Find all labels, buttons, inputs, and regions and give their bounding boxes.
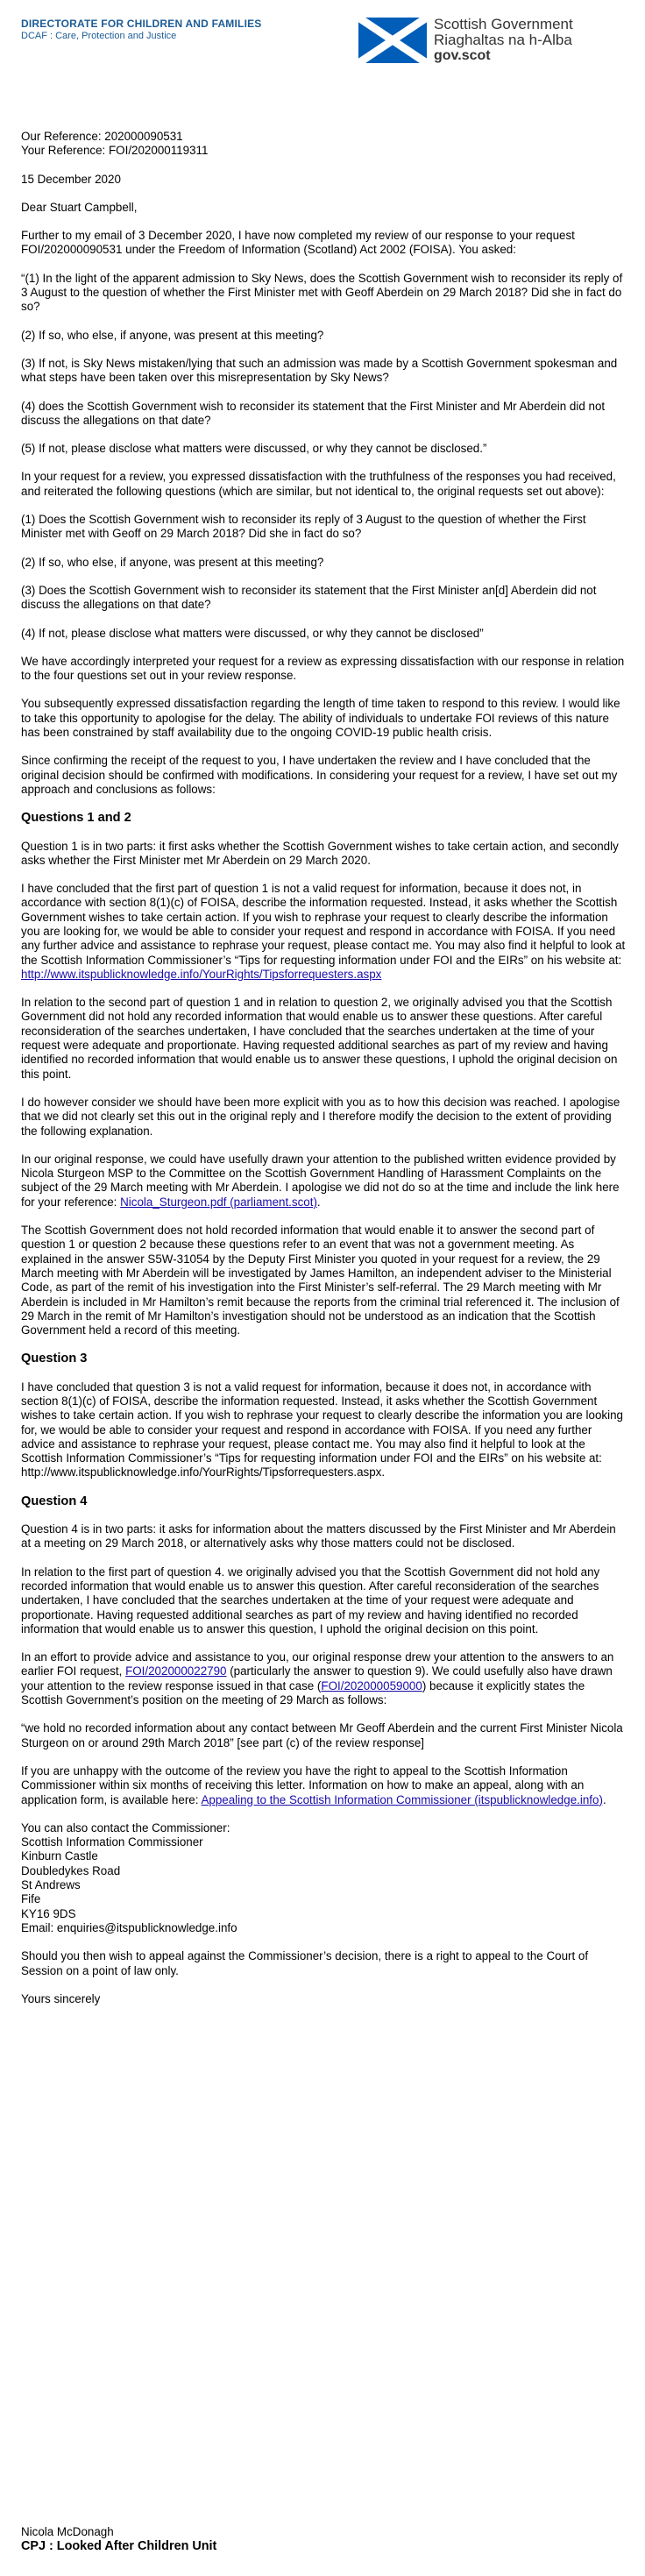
q3-paragraph-1: I have concluded that question 3 is not a valid request for information, because it does not, in accordance with section 8(1)(c) of FOISA, describe the information requested. Instead, it asks whether the Scottish Government wishes to take certain action. If you wish to rephrase your request to clearly describe the information you are looking for, we would be able to consider your request and respond in accordance with FOISA. If you need any further advice and assistance to rephrase your request, please contact me. You may also find it helpful to look at the Scottish Information Commissioner’s “Tips for requesting information under FOI and the EIRs” on his website at: http://www.itspublicknowledge.info/YourRights/Tipsforrequesters.aspx.	[21, 1380, 623, 1480]
heading-question-4: Question 4	[21, 1494, 88, 1508]
review-question-2: (2) If so, who else, if anyone, was present at this meeting?	[21, 555, 324, 569]
address-line: Doubledykes Road	[21, 1863, 121, 1877]
q12-paragraph-1: Question 1 is in two parts: it first asks whether the Scottish Government wishes to take certain action, and secondly asks whether the First Minister met Mr Aberdein on 29 March 2020.	[21, 839, 619, 867]
court-paragraph: Should you then wish to appeal against the Commissioner’s decision, there is a right to appeal to the Court of Session on a point of law only.	[21, 1949, 589, 1977]
commissioner-address	[21, 1821, 626, 1935]
gov-name-gaelic: Riaghaltas na h-Alba	[434, 32, 572, 48]
address-line: St Andrews	[21, 1878, 81, 1892]
intro-paragraph: Further to my email of 3 December 2020, I have now completed my review of our response to your request FOI/202000090531 under the Freedom of Information (Scotland) Act 2002 (FOISA). You asked:	[21, 229, 575, 257]
signature-block	[21, 2524, 216, 2554]
asked-question-4: (4) does the Scottish Government wish to reconsider its statement that the First Minister and Mr Aberdein did not discuss the allegations on that date?	[21, 399, 606, 427]
heading-questions-1-2: Questions 1 and 2	[21, 811, 131, 826]
directorate-block	[21, 18, 262, 41]
foi-202000059000-link[interactable]: FOI/202000059000	[321, 1678, 422, 1692]
q12-paragraph-5-text: In our original response, we could have usefully drawn your attention to the published written evidence provided by Nicola Sturgeon MSP to the Committee on the Scottish Government Handling of Harassment Complaints on the subject of the 29 March meeting with Mr Aberdein. I apologise we did not do so at the time and include the link here for your reference:	[21, 1152, 620, 1209]
interpretation-paragraph: We have accordingly interpreted your request for a review as expressing dissatisfaction with our response in relation to the four questions set out in your review response.	[21, 654, 625, 683]
asked-question-2: (2) If so, who else, if anyone, was present at this meeting?	[21, 328, 324, 342]
q4-paragraph-1: Question 4 is in two parts: it asks for information about the matters discussed by the First Minister and Mr Aberdein at a meeting on 29 March 2018, or alternatively asks why those matters could not be disclosed.	[21, 1522, 616, 1551]
saltire-flag-icon	[358, 18, 427, 63]
letterhead	[21, 16, 626, 67]
q12-paragraph-5-end: .	[316, 1195, 321, 1209]
q12-paragraph-6: The Scottish Government does not hold recorded information that would enable it to answer the second part of question 1 or question 2 because these questions refer to an event that was not a government meeting. As explained in the answer S5W-31054 by the Deputy First Minister you quoted in your request for a review, the 29 March meeting with Mr Aberdein will be investigated by James Hamilton, an independent adviser to the Ministerial Code, as part of the remit of his investigation into the First Minister’s self-referral. The 29 March meeting with Mr Aberdein is included in Mr Hamilton’s remit because the reports from the criminal trial referenced it. The inclusion of 29 March in the remit of Mr Hamilton’s investigation should not be understood as an indication that the Scottish Government held a record of this meeting.	[21, 1224, 620, 1338]
heading-question-3: Question 3	[21, 1352, 88, 1366]
conclusion-intro: Since confirming the receipt of the request to you, I have undertaken the review and I have concluded that the original decision should be confirmed with modifications. In considering your request for a review, I have set out my approach and conclusions as follows:	[21, 754, 618, 796]
appeal-text: If you are unhappy with the outcome of the review you have the right to appeal to the Scottish Information Commissioner within six months of receiving this letter. Information on how to make an appeal, along with an application form, is available here:	[21, 1763, 585, 1806]
q12-paragraph-3: In relation to the second part of question 1 and in relation to question 2, we originally advised you that the Scottish Government did not hold any recorded information that would enable us to answer these questions. After careful reconsideration of the searches undertaken, I have concluded that the searches undertaken at the time of your request were adequate and proportionate. Having requested additional searches as part of my review and having identified no recorded information that would enable us to answer these questions, I uphold the original decision on this point.	[21, 996, 618, 1081]
q4-paragraph-2: In relation to the first part of question 4. we originally advised you that the Scottish Government did not hold any recorded information that would enable us to answer this question. After careful reconsideration of the searches undertaken, I have concluded that the searches undertaken at the time of your request were adequate and proportionate. Having requested additional searches as part of my review and having identified no recorded information that would enable us to answer this question, I uphold the original decision on this point.	[21, 1565, 600, 1636]
gov-name-english: Scottish Government	[434, 16, 573, 32]
address-line: Kinburn Castle	[21, 1849, 98, 1863]
q12-paragraph-5	[21, 1153, 626, 1210]
q12-paragraph-2-text: I have concluded that the first part of question 1 is not a valid request for information, because it does not, in accordance with section 8(1)(c) of FOISA, describe the information requested. Instead, it asks whether the Scottish Government wishes to take certain action. If you wish to rephrase your request to clearly describe the information you are looking for, we would be able to consider your request and respond in accordance with FOISA. If you need any further advice and assistance to rephrase your request, please contact me. You may also find it helpful to look at the Scottish Information Commissioner’s “Tips for requesting information under FOI and the EIRs” on his website at:	[21, 882, 626, 967]
q4-paragraph-3-b: (particularly the answer to question 9). We could usefully also have drawn your attention to the review response issued in that case (	[21, 1664, 613, 1692]
q4-quote: “we hold no recorded information about any contact between Mr Geoff Aberdein and the current First Minister Nicola Sturgeon on or around 29th March 2018” [see part (c) of the review response]	[21, 1721, 623, 1749]
letter-date: 15 December 2020	[21, 172, 121, 186]
tips-link[interactable]: http://www.itspublicknowledge.info/YourRights/Tipsforrequesters.aspx	[21, 967, 382, 981]
appeal-commissioner-link[interactable]: Appealing to the Scottish Information Commissioner (itspublicknowledge.info)	[201, 1792, 603, 1806]
q4-paragraph-3	[21, 1650, 626, 1707]
closing: Yours sincerely	[21, 1991, 101, 2005]
scottish-government-logo	[358, 16, 621, 65]
address-line: Scottish Information Commissioner	[21, 1835, 203, 1849]
appeal-paragraph	[21, 1764, 626, 1807]
commissioner-email: Email: enquiries@itspublicknowledge.info	[21, 1920, 237, 1934]
q12-paragraph-2	[21, 882, 626, 982]
review-question-3: (3) Does the Scottish Government wish to reconsider its statement that the First Minister an[d] Aberdein did not discuss the allegations on that date?	[21, 583, 597, 612]
contact-intro: You can also contact the Commissioner:	[21, 1820, 230, 1834]
review-intro: In your request for a review, you expressed dissatisfaction with the truthfulness of the responses you had received, and reiterated the following questions (which are similar, but not identical to, the original requests set out above):	[21, 470, 616, 498]
our-reference: Our Reference: 202000090531	[21, 130, 183, 143]
address-line: KY16 9DS	[21, 1906, 76, 1920]
foi-202000022790-link[interactable]: FOI/202000022790	[125, 1664, 227, 1678]
gov-domain: gov.scot	[434, 48, 491, 63]
directorate-subtitle: DCAF : Care, Protection and Justice	[21, 31, 177, 41]
q12-paragraph-4: I do however consider we should have been more explicit with you as to how this decision was reached. I apologise that we did not clearly set this out in the original reply and I therefore modify the decision to the extent of providing the following explanation.	[21, 1095, 620, 1138]
directorate-title: DIRECTORATE FOR CHILDREN AND FAMILIES	[21, 18, 262, 30]
asked-question-1: “(1) In the light of the apparent admission to Sky News, does the Scottish Government wish to reconsider its reply of 3 August to the question of whether the First Minister met with Geoff Aberdein on 29 March 2018? Did she in fact do so?	[21, 271, 623, 314]
q4-paragraph-3-a: In an effort to provide advice and assistance to you, our original response drew your attention to the answers to an earlier FOI request,	[21, 1650, 614, 1678]
nicola-sturgeon-pdf-link[interactable]: Nicola_Sturgeon.pdf (parliament.scot)	[120, 1195, 317, 1209]
asked-question-5: (5) If not, please disclose what matters were discussed, or why they cannot be disclosed.”	[21, 442, 487, 456]
gov-wordmark	[434, 17, 573, 64]
signatory-name: Nicola McDonagh	[21, 2525, 114, 2538]
asked-question-3: (3) If not, is Sky News mistaken/lying that such an admission was made by a Scottish Government spokesman and what steps have been taken over this misrepresentation by Sky News?	[21, 356, 618, 385]
your-reference: Your Reference: FOI/202000119311	[21, 144, 209, 158]
review-question-4: (4) If not, please disclose what matters were discussed, or why they cannot be disclosed”	[21, 626, 484, 640]
letter-body	[21, 130, 626, 2020]
address-line: Fife	[21, 1892, 41, 1906]
salutation: Dear Stuart Campbell,	[21, 200, 138, 214]
q4-paragraph-3-c: ) because it explicitly states the Scottish Government’s position on the meeting of 29 March as follows:	[21, 1678, 585, 1707]
signatory-unit: CPJ : Looked After Children Unit	[21, 2539, 217, 2553]
appeal-text-end: .	[602, 1792, 606, 1806]
delay-paragraph: You subsequently expressed dissatisfaction regarding the length of time taken to respond to this review. I would like to take this opportunity to apologise for the delay. The ability of individuals to undertake FOI reviews of this nature has been constrained by staff availability due to the ongoing COVID-19 public health crisis.	[21, 697, 620, 740]
review-question-1: (1) Does the Scottish Government wish to reconsider its reply of 3 August to the question of whether the First Minister met with Geoff on 29 March 2018? Did she in fact do so?	[21, 513, 586, 541]
